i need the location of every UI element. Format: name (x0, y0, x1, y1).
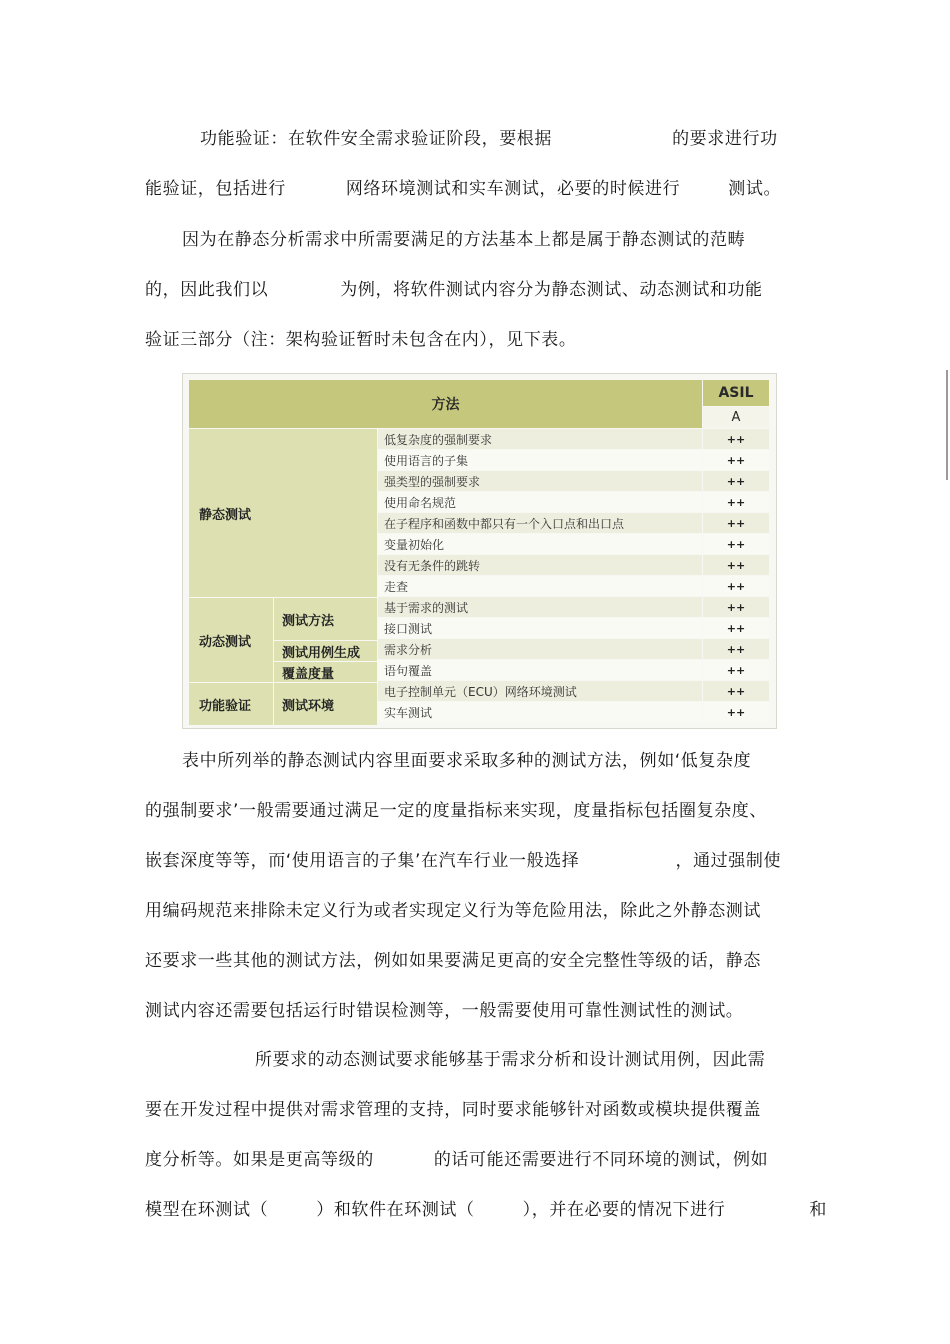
paragraph3-line4: 用编码规范来排除未定义行为或者实现定义行为等危险用法，除此之外静态测试 (145, 901, 761, 921)
table-row-item: 需求分析 (378, 639, 702, 659)
table-row-value: ++ (703, 618, 769, 638)
paragraph4-line1: 所要求的动态测试要求能够基于需求分析和设计测试用例，因此需 (255, 1050, 766, 1070)
paragraph2-line3: 验证三部分（注：架构验证暂时未包含在内），见下表。 (145, 330, 577, 350)
table-row-value: ++ (703, 492, 769, 512)
table-row-item: 低复杂度的强制要求 (378, 429, 702, 449)
table-header-level: A (703, 407, 769, 428)
paragraph1-line1: 功能验证：在软件安全需求验证阶段，要根据 的要求进行功 (200, 129, 778, 149)
paragraph3-line6: 测试内容还需要包括运行时错误检测等，一般需要使用可靠性测试性的测试。 (145, 1001, 744, 1021)
table-header-asil: ASIL (703, 380, 769, 406)
table-row-item: 实车测试 (378, 702, 702, 722)
table-row-item: 使用语言的子集 (378, 450, 702, 470)
paragraph3-line5: 还要求一些其他的测试方法，例如如果要满足更高的安全完整性等级的话，静态 (145, 951, 761, 971)
table-row-value: ++ (703, 702, 769, 722)
table-row-item: 基于需求的测试 (378, 597, 702, 617)
table-row-value: ++ (703, 450, 769, 470)
page-edge-mark (946, 370, 948, 480)
paragraph2-line2: 的，因此我们以 为例，将软件测试内容分为静态测试、动态测试和功能 (145, 280, 763, 300)
subcategory-test-environment: 测试环境 (274, 683, 377, 725)
table-row-item: 没有无条件的跳转 (378, 555, 702, 575)
table-row-value: ++ (703, 576, 769, 596)
table-row-item: 变量初始化 (378, 534, 702, 554)
paragraph4-line4: 模型在环测试（ ）和软件在环测试（ ），并在必要的情况下进行 和 (145, 1200, 828, 1220)
paragraph2-line1: 因为在静态分析需求中所需要满足的方法基本上都是属于静态测试的范畴 (182, 230, 746, 250)
table-row-item: 语句覆盖 (378, 660, 702, 680)
table-row-value: ++ (703, 660, 769, 680)
table-row-item: 电子控制单元（ECU）网络环境测试 (378, 681, 702, 701)
category-functional-verification: 功能验证 (189, 683, 273, 725)
asil-methods-table (182, 373, 777, 729)
table-row-item: 走查 (378, 576, 702, 596)
table-row-item: 接口测试 (378, 618, 702, 638)
paragraph1-line2: 能验证，包括进行 网络环境测试和实车测试，必要的时候进行 测试。 (145, 179, 782, 199)
paragraph4-line2: 要在开发过程中提供对需求管理的支持，同时要求能够针对函数或模块提供覆盖 (145, 1100, 761, 1120)
table-row-value: ++ (703, 513, 769, 533)
subcategory-test-case-generation: 测试用例生成 (274, 641, 377, 661)
subcategory-coverage: 覆盖度量 (274, 662, 377, 682)
table-row-value: ++ (703, 534, 769, 554)
subcategory-test-method: 测试方法 (274, 598, 377, 640)
paragraph3-line3: 嵌套深度等等，而‘使用语言的子集’在汽车行业一般选择 ，通过强制使 (145, 851, 782, 871)
table-row-item: 强类型的强制要求 (378, 471, 702, 491)
table-row-value: ++ (703, 429, 769, 449)
table-row-item: 在子程序和函数中都只有一个入口点和出口点 (378, 513, 702, 533)
category-static-test: 静态测试 (189, 429, 377, 597)
table-header-method: 方法 (189, 380, 702, 428)
table-row-value: ++ (703, 597, 769, 617)
category-dynamic-test: 动态测试 (189, 598, 273, 682)
table-row-value: ++ (703, 639, 769, 659)
table-row-item: 使用命名规范 (378, 492, 702, 512)
table-row-value: ++ (703, 681, 769, 701)
table-row-value: ++ (703, 471, 769, 491)
paragraph4-line3: 度分析等。如果是更高等级的 的话可能还需要进行不同环境的测试，例如 (145, 1150, 769, 1170)
paragraph3-line1: 表中所列举的静态测试内容里面要求采取多种的测试方法，例如‘低复杂度 (182, 751, 752, 771)
table-row-value: ++ (703, 555, 769, 575)
paragraph3-line2: 的强制要求’一般需要通过满足一定的度量指标来实现，度量指标包括圈复杂度、 (145, 801, 768, 821)
